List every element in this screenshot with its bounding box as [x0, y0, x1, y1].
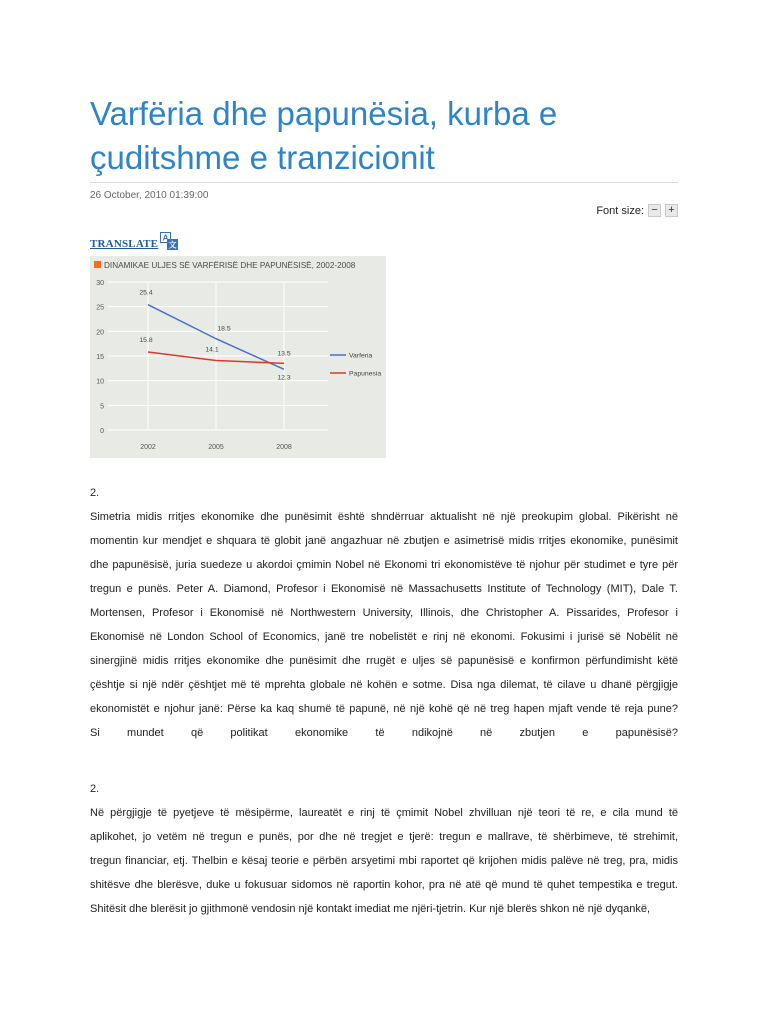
paragraph: [90, 801, 678, 921]
paragraph-line: Simetria midis rritjes ekonomike dhe punësimit është shndërruar aktualisht në një preokupim global. Pikërisht në: [90, 511, 678, 523]
data-label: 14.1: [205, 346, 219, 354]
chart-title: DINAMIKAE ULJES SË VARFËRISË DHE PAPUNËSISË, 2002-2008: [104, 261, 356, 270]
font-size-control: [596, 204, 678, 217]
data-label: 15.8: [139, 337, 153, 345]
section-number: 2.: [90, 783, 100, 795]
legend-label: Varferia: [349, 352, 373, 360]
title-divider: [90, 182, 678, 183]
data-label: 18.5: [217, 325, 231, 333]
article-date: 26 October, 2010 01:39:00: [90, 190, 209, 201]
paragraph-line: Shitësit dhe blerësit jo gjithmonë vendosin një kontakt imediat me njëri-tjetrin. Kur një blerës shkon në një dyqankë,: [90, 903, 651, 915]
legend-label: Papunesia: [349, 370, 382, 378]
translate-icon[interactable]: [160, 232, 178, 250]
y-tick-label: 20: [96, 329, 104, 337]
paragraph-line: tregun e punës. Peter A. Diamond, Profesor i Ekonomisë në Massachusetts Institute of Technology (MIT), Dale T.: [90, 583, 678, 595]
paragraph-line: shitësve dhe blerësve, duke u fokusuar sidomos në raportin kohor, pra në atë që mund të quhet tempestika e tregut.: [90, 879, 678, 891]
paragraph-line: Në përgjigje të pyetjeve të mësipërme, laureatët e rinj të çmimit Nobel zhvilluan një teori të re, e cila mund të: [90, 807, 678, 819]
data-label: 12.3: [277, 374, 291, 382]
section-number: 2.: [90, 487, 100, 499]
article-title: Varfëria dhe papunësia, kurba e çuditshme e tranzicionit: [90, 95, 558, 176]
x-tick-label: 2008: [276, 444, 292, 451]
font-increase-button[interactable]: +: [665, 204, 678, 217]
paragraph-line: çështje si një ndër çështjet më të mprehta globale në kohën e sotme. Disa nga dilemat, të cilave u dhanë përgjigje: [90, 679, 678, 691]
x-tick-label: 2005: [208, 444, 224, 451]
svg-text:A: A: [162, 233, 169, 243]
chart-figure: [90, 256, 386, 458]
paragraph-line: Si mundet që politikat ekonomike të ndikojnë në zbutjen e papunësisë?: [90, 727, 678, 739]
paragraph-line: Ekonomisë në London School of Economics, janë tre nobelistët e rinj në ekonomi. Fokusimi i jurisë së Nobëlit në: [90, 631, 678, 643]
translate-link[interactable]: TRANSLATE: [90, 238, 159, 250]
y-tick-label: 30: [96, 280, 104, 287]
y-tick-label: 25: [96, 304, 104, 312]
data-label: 25.4: [139, 289, 153, 297]
paragraph: [90, 505, 678, 745]
paragraph-line: dhe papunësisë, juria suedeze u akordoi çmimin Nobel në Ekonomi tri ekonomistëve të njohur për studimet e tyre për: [90, 559, 678, 571]
paragraph-line: ekonomistët e njohur janë: Përse ka kaq shumë të papunë, në një kohë që në treg hapen mjaft vende të reja pune?: [90, 703, 678, 715]
paragraph-line: momentin kur mendjet e shquara të globit janë angazhuar në zbutjen e asimetrisë midis rritjes ekonomike, punësimit: [90, 535, 678, 547]
y-tick-label: 15: [96, 354, 104, 361]
y-tick-label: 5: [100, 403, 104, 411]
chart-title-marker: [94, 261, 101, 268]
translate-widget: [90, 232, 178, 250]
y-tick-label: 10: [96, 378, 104, 386]
paragraph-line: aplikohet, jo vetëm në tregun e punës, por dhe në tregjet e tjerë: tregun e mallrave, të shërbimeve, të strehimit,: [90, 831, 678, 843]
x-tick-label: 2002: [140, 444, 156, 451]
line-chart: [90, 256, 386, 458]
paragraph-line: Mortensen, Profesor i Ekonomisë në Northwestern University, Illinois, dhe Christopher A. Pissarides, Profesor i: [90, 607, 678, 619]
paragraph-line: sinergjinë midis rritjes ekonomike dhe punësimit dhe rrugët e uljes së papunësisë e konfirmon përfundimisht këtë: [90, 655, 678, 667]
y-tick-label: 0: [100, 428, 104, 435]
svg-text:文: 文: [168, 240, 177, 250]
font-size-label: Font size:: [596, 204, 644, 217]
data-label: 13.5: [277, 350, 291, 358]
font-decrease-button[interactable]: −: [648, 204, 661, 217]
paragraph-line: tregun financiar, etj. Thelbin e kësaj teorie e përbën arsyetimi mbi raportet që krijohen midis palëve në treg, pra, midis: [90, 855, 678, 867]
